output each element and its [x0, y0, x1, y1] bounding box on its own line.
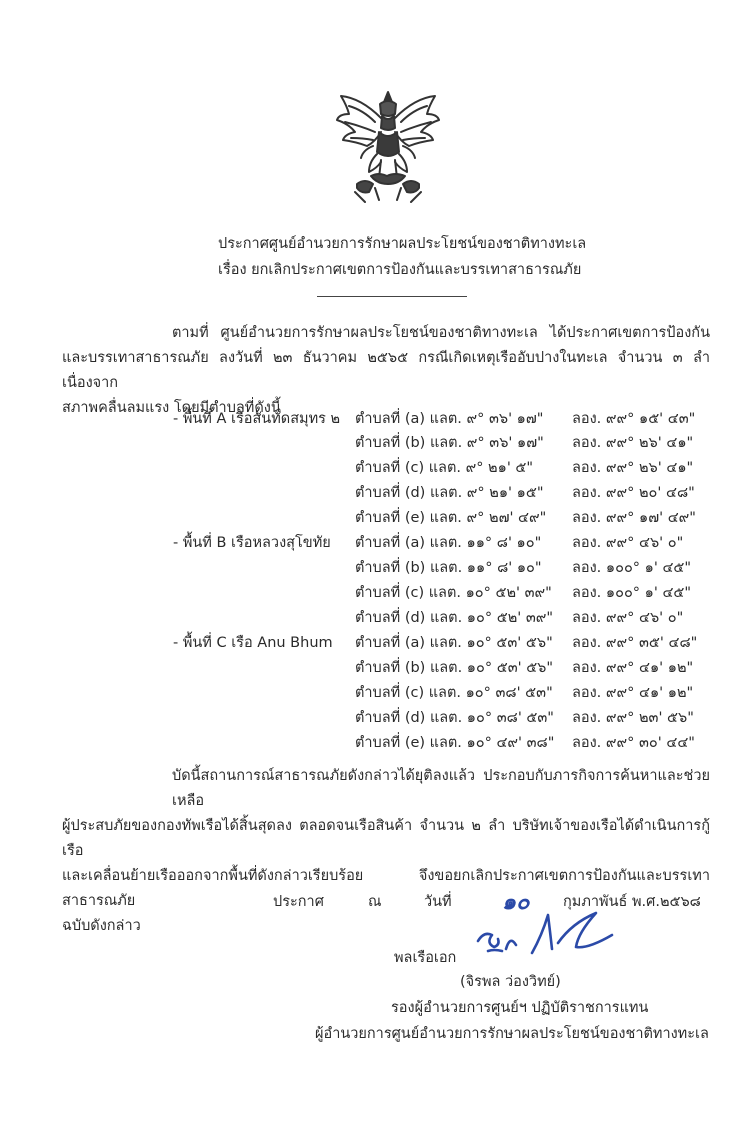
- latitude-point: ตำบลที่ (b) แลต. ๙° ๓๖' ๑๗": [355, 435, 544, 451]
- coordinate-row: [0, 456, 750, 480]
- coordinate-row: [0, 481, 750, 505]
- announcement-subject: เรื่อง ยกเลิกประกาศเขตการป้องกันและบรรเทาสาธารณภัย: [218, 262, 582, 278]
- signer-rank: พลเรือเอก: [394, 950, 457, 966]
- coordinate-row: [0, 706, 750, 730]
- intro-line: ตามที่ ศูนย์อำนวยการรักษาผลประโยชน์ของชาติทางทะเล ได้ประกาศเขตการป้องกัน: [172, 325, 710, 341]
- announcement-title: ประกาศศูนย์อำนวยการรักษาผลประโยชน์ของชาติทางทะเล: [218, 236, 587, 252]
- latitude-point: ตำบลที่ (c) แลต. ๑๐° ๕๒' ๓๙": [355, 585, 552, 601]
- longitude-value: ลอง. ๙๙° ๔๑' ๑๒": [572, 685, 694, 701]
- area-label: - พื้นที่ B เรือหลวงสุโขทัย: [173, 535, 331, 551]
- coordinate-row: [0, 431, 750, 455]
- latitude-point: ตำบลที่ (c) แลต. ๙° ๒๑' ๕": [355, 460, 534, 476]
- longitude-value: ลอง. ๙๙° ๑๗' ๔๙": [572, 510, 696, 526]
- closing-line: และเคลื่อนย้ายเรือออกจากพื้นที่ดังกล่าวเรียบร้อย จึงขอยกเลิกประกาศเขตการป้องกันและบรรเทาสาธารณภัย: [62, 868, 710, 909]
- longitude-value: ลอง. ๙๙° ๓๐' ๔๔": [572, 735, 695, 751]
- longitude-value: ลอง. ๙๙° ๔๖' ๐": [572, 610, 684, 626]
- announce-day-handwritten: ๑๐: [502, 889, 530, 915]
- latitude-point: ตำบลที่ (a) แลต. ๙° ๓๖' ๑๗": [355, 411, 544, 427]
- longitude-value: ลอง. ๑๐๐° ๑' ๔๕": [572, 585, 692, 601]
- longitude-value: ลอง. ๙๙° ๒๖' ๔๑": [572, 460, 694, 476]
- signer-organization: ผู้อำนวยการศูนย์อำนวยการรักษาผลประโยชน์ของชาติทางทะเล: [315, 1026, 709, 1042]
- coordinate-row: [0, 581, 750, 605]
- closing-line: ผู้ประสบภัยของกองทัพเรือได้สิ้นสุดลง ตลอดจนเรือสินค้า จำนวน ๒ ลำ บริษัทเจ้าของเรือได้ดำเนินการกู้เรือ: [62, 818, 710, 859]
- longitude-value: ลอง. ๙๙° ๒๖' ๔๑": [572, 435, 694, 451]
- area-label: - พื้นที่ C เรือ Anu Bhum: [173, 635, 333, 651]
- announce-date-label: วันที่: [424, 894, 452, 910]
- signer-position: รองผู้อำนวยการศูนย์ฯ ปฏิบัติราชการแทน: [391, 1000, 649, 1016]
- handwritten-signature: [472, 905, 622, 963]
- latitude-point: ตำบลที่ (a) แลต. ๑๑° ๘' ๑๐": [355, 535, 542, 551]
- intro-paragraph: [62, 321, 710, 421]
- longitude-value: ลอง. ๙๙° ๔๑' ๑๒": [572, 660, 694, 676]
- latitude-point: ตำบลที่ (c) แลต. ๑๐° ๓๘' ๕๓": [355, 685, 553, 701]
- announce-word: ประกาศ: [273, 894, 324, 910]
- coordinate-row: [0, 681, 750, 705]
- longitude-value: ลอง. ๙๙° ๔๖' ๐": [572, 535, 684, 551]
- latitude-point: ตำบลที่ (e) แลต. ๙° ๒๗' ๔๙": [355, 510, 547, 526]
- coordinate-row: [0, 731, 750, 755]
- coordinate-row: [0, 506, 750, 530]
- signer-name: (จิรพล ว่องวิทย์): [460, 974, 561, 990]
- latitude-point: ตำบลที่ (d) แลต. ๑๐° ๕๒' ๓๙": [355, 610, 554, 626]
- longitude-value: ลอง. ๙๙° ๑๕' ๔๓": [572, 411, 696, 427]
- intro-line: และบรรเทาสาธารณภัย ลงวันที่ ๒๓ ธันวาคม ๒๕๖๕ กรณีเกิดเหตุเรืออับปางในทะเล จำนวน ๓ ลำ เนื่องจาก: [62, 350, 710, 391]
- latitude-point: ตำบลที่ (e) แลต. ๑๐° ๔๙' ๓๘": [355, 735, 555, 751]
- latitude-point: ตำบลที่ (b) แลต. ๑๑° ๘' ๑๐": [355, 560, 542, 576]
- closing-line: ฉบับดังกล่าว: [62, 918, 141, 934]
- longitude-value: ลอง. ๙๙° ๓๕' ๔๘": [572, 635, 698, 651]
- announce-at: ณ: [368, 894, 382, 910]
- latitude-point: ตำบลที่ (a) แลต. ๑๐° ๕๓' ๕๖": [355, 635, 553, 651]
- longitude-value: ลอง. ๑๐๐° ๑' ๔๕": [572, 560, 692, 576]
- garuda-emblem-icon: [335, 88, 441, 206]
- title-divider: [317, 296, 467, 297]
- area-row: [0, 407, 750, 431]
- latitude-point: ตำบลที่ (b) แลต. ๑๐° ๕๓' ๕๖": [355, 660, 554, 676]
- area-row: [0, 631, 750, 655]
- longitude-value: ลอง. ๙๙° ๒๓' ๕๖": [572, 710, 694, 726]
- area-row: [0, 531, 750, 555]
- longitude-value: ลอง. ๙๙° ๒๐' ๔๘": [572, 485, 695, 501]
- area-label: - พื้นที่ A เรือสันทัดสมุทร ๒: [173, 411, 341, 427]
- closing-line: บัดนี้สถานการณ์สาธารณภัยดังกล่าวได้ยุติลงแล้ว ประกอบกับภารกิจการค้นหาและช่วยเหลือ: [172, 768, 710, 809]
- coordinate-row: [0, 656, 750, 680]
- latitude-point: ตำบลที่ (d) แลต. ๑๐° ๓๘' ๕๓": [355, 710, 554, 726]
- announce-month-year: กุมภาพันธ์ พ.ศ.๒๕๖๘: [563, 894, 701, 910]
- latitude-point: ตำบลที่ (d) แลต. ๙° ๒๑' ๑๕": [355, 485, 544, 501]
- coordinate-row: [0, 606, 750, 630]
- coordinate-row: [0, 556, 750, 580]
- intro-line: สภาพคลื่นลมแรง โดยมีตำบลที่ดังนี้: [62, 400, 281, 416]
